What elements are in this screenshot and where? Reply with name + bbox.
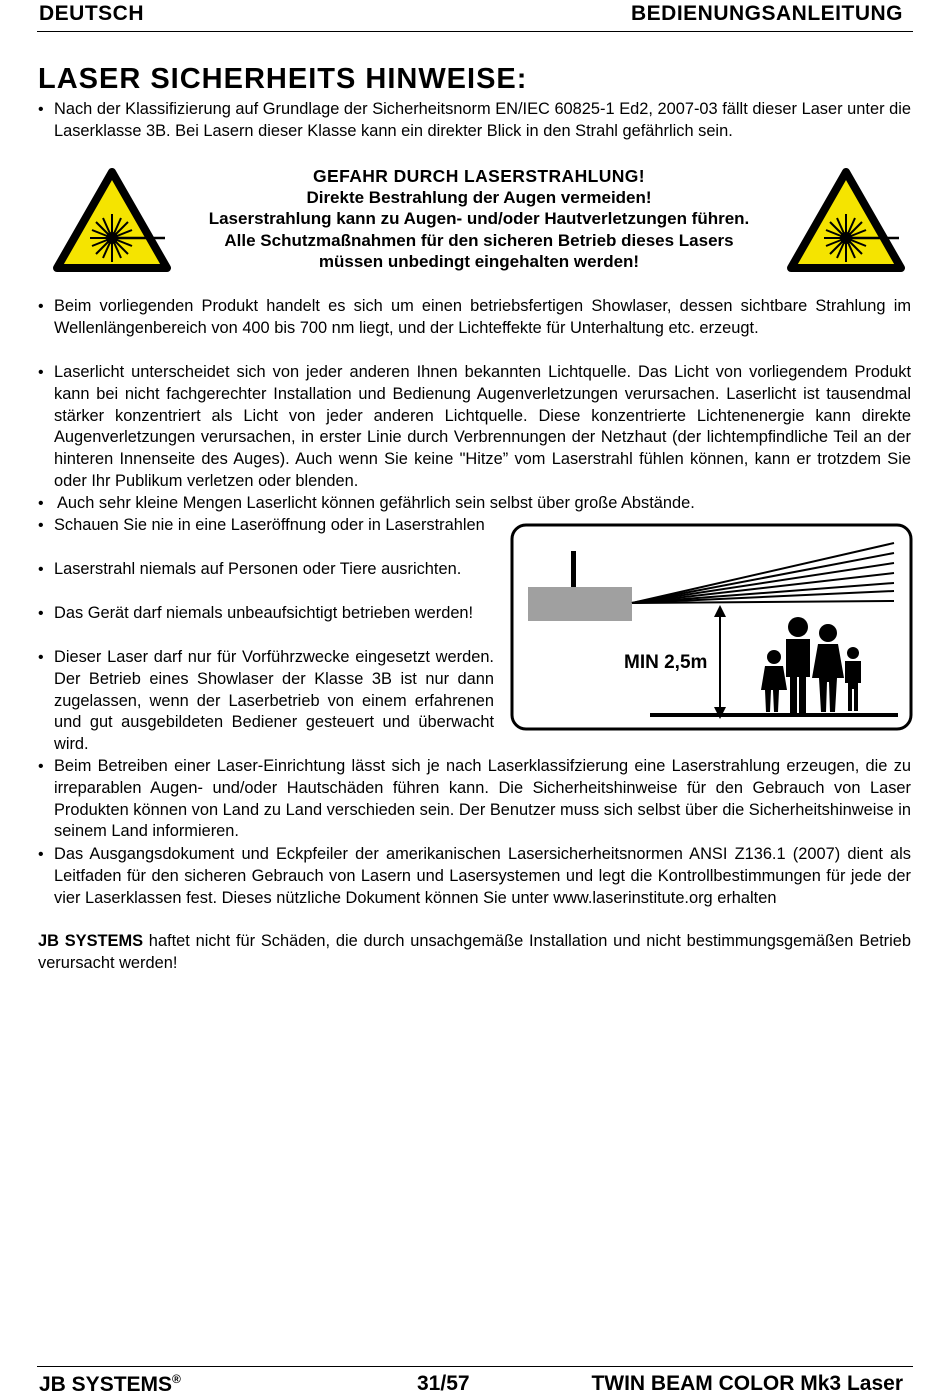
bullet-marker: • [38,101,44,118]
page-footer [37,1366,913,1398]
bullet-text: Beim Betreiben einer Laser-Einrichtung lässt sich je nach Laserklassifzierung eine Laserstrahlung erzeugen, die zu irreparablen Augen- und/oder Hautschäden führen kann. Die Sicherheitshinweise für den Gebrauch von Laser Produkten können von Land zu Land verschieden sein. Der Benutzer muss sich selbst über die Sicherheitshinweise in seinem Land informieren. [54,757,911,841]
bullet-text: Schauen Sie nie in eine Laseröffnung oder in Laserstrahlen [54,516,485,534]
header-doc-type: BEDIENUNGSANLEITUNG [630,2,903,25]
laser-warning-right-icon [787,168,905,274]
bullet-text: Laserstrahl niemals auf Personen oder Tiere ausrichten. [54,560,462,578]
disclaimer-paragraph [38,931,911,975]
laser-danger-warning [175,166,783,272]
bullet-text: Auch sehr kleine Mengen Laserlicht können gefährlich sein selbst über große Abstände. [57,494,695,512]
registered-mark: ® [172,1372,181,1386]
bullet-marker: • [38,561,44,578]
laser-unit-box [528,587,632,621]
disclaimer-text: haftet nicht für Schäden, die durch unsachgemäße Installation und nicht bestimmungsgemäßen Betrieb verursacht werden! [38,932,911,972]
min-height-label: MIN 2,5m [624,652,708,673]
section-title: LASER SICHERHEITS HINWEISE: [38,63,528,95]
bullet-text: Laserlicht unterscheidet sich von jeder anderen Ihnen bekannten Lichtquelle. Das Licht von vorliegendem Produkt kann bei nicht fachgerechter Installation und Bedienung Augenverletzungen verursachen. Laserlicht ist tausendmal stärker konzentriert als Licht von jeder anderen Lichtquelle. Diese konzentrierte Lichtenenergie kann direkte Augenverletzungen verursachen, in erster Linie durch Verbrennungen der Netzhaut (der lichtempfindliche Teil an der hinteren Innenseite des Auges). Auch wenn Sie keine "Hitze” vom Laserstrahl fühlen können, kann er trotzdem Sie oder Ihr Publikum verletzen oder blenden. [54,363,911,490]
warning-line: müssen unbedingt eingehalten werden! [318,251,640,271]
laser-warning-left-icon [53,168,171,274]
footer-brand [39,1372,181,1397]
min-height-diagram [510,523,913,731]
warning-line: Laserstrahlung kann zu Augen- und/oder Hautverletzungen führen. [208,209,750,229]
bullet-marker: • [38,495,44,512]
disclaimer-brand: JB SYSTEMS [38,932,144,950]
warning-line: Direkte Bestrahlung der Augen vermeiden! [306,188,652,208]
bullet-text: Dieser Laser darf nur für Vorführzwecke eingesetzt werden. Der Betrieb eines Showlaser der Klasse 3B ist nur dann zugelassen, wenn der Laserbetrieb von einem erfahrenen und gut ausgebildeten Bediener gesteuert und überwacht wird. [54,648,494,754]
bullet-marker: • [38,517,44,534]
page-number: 31/57 [417,1372,470,1395]
warning-line: GEFAHR DURCH LASERSTRAHLUNG! [312,166,646,186]
bullet-marker: • [38,298,44,315]
bullet-marker: • [38,649,44,666]
intro-paragraph: Nach der Klassifizierung auf Grundlage der Sicherheitsnorm EN/IEC 60825-1 Ed2, 2007-03 fällt dieser Laser unter die Laserklasse 3B. Bei Lasern dieser Klasse kann ein direkter Blick in den Strahl gefährlich sein. [54,100,911,140]
bullet-marker: • [38,846,44,863]
header-language: DEUTSCH [39,2,145,25]
bullet-marker: • [38,364,44,381]
warning-line: Alle Schutzmaßnahmen für den sicheren Betrieb dieses Lasers [224,230,734,250]
bullet-marker: • [38,605,44,622]
bullet-text: Das Ausgangsdokument und Eckpfeiler der amerikanischen Lasersicherheitsnormen ANSI Z136.1 (2007) dient als Leitfaden für den sicheren Gebrauch von Lasern und Lasersystemen und legt die Kontrollbestimmungen für jede der vier Laserklassen fest. Dieses nützliche Dokument können Sie unter www.laserinstitute.org erhalten [54,845,911,907]
page-header [37,0,913,32]
footer-brand-name: JB SYSTEMS [39,1373,173,1396]
bullet-text: Beim vorliegenden Produkt handelt es sich um einen betriebsfertigen Showlaser, dessen sichtbare Strahlung im Wellenlängenbereich von 400 bis 700 nm liegt, und der Lichteffekte für Unterhaltung etc. erzeugt. [54,297,911,337]
bullet-text: Das Gerät darf niemals unbeaufsichtigt betrieben werden! [54,604,474,622]
footer-product: TWIN BEAM COLOR Mk3 Laser [591,1372,903,1395]
bullet-marker: • [38,758,44,775]
